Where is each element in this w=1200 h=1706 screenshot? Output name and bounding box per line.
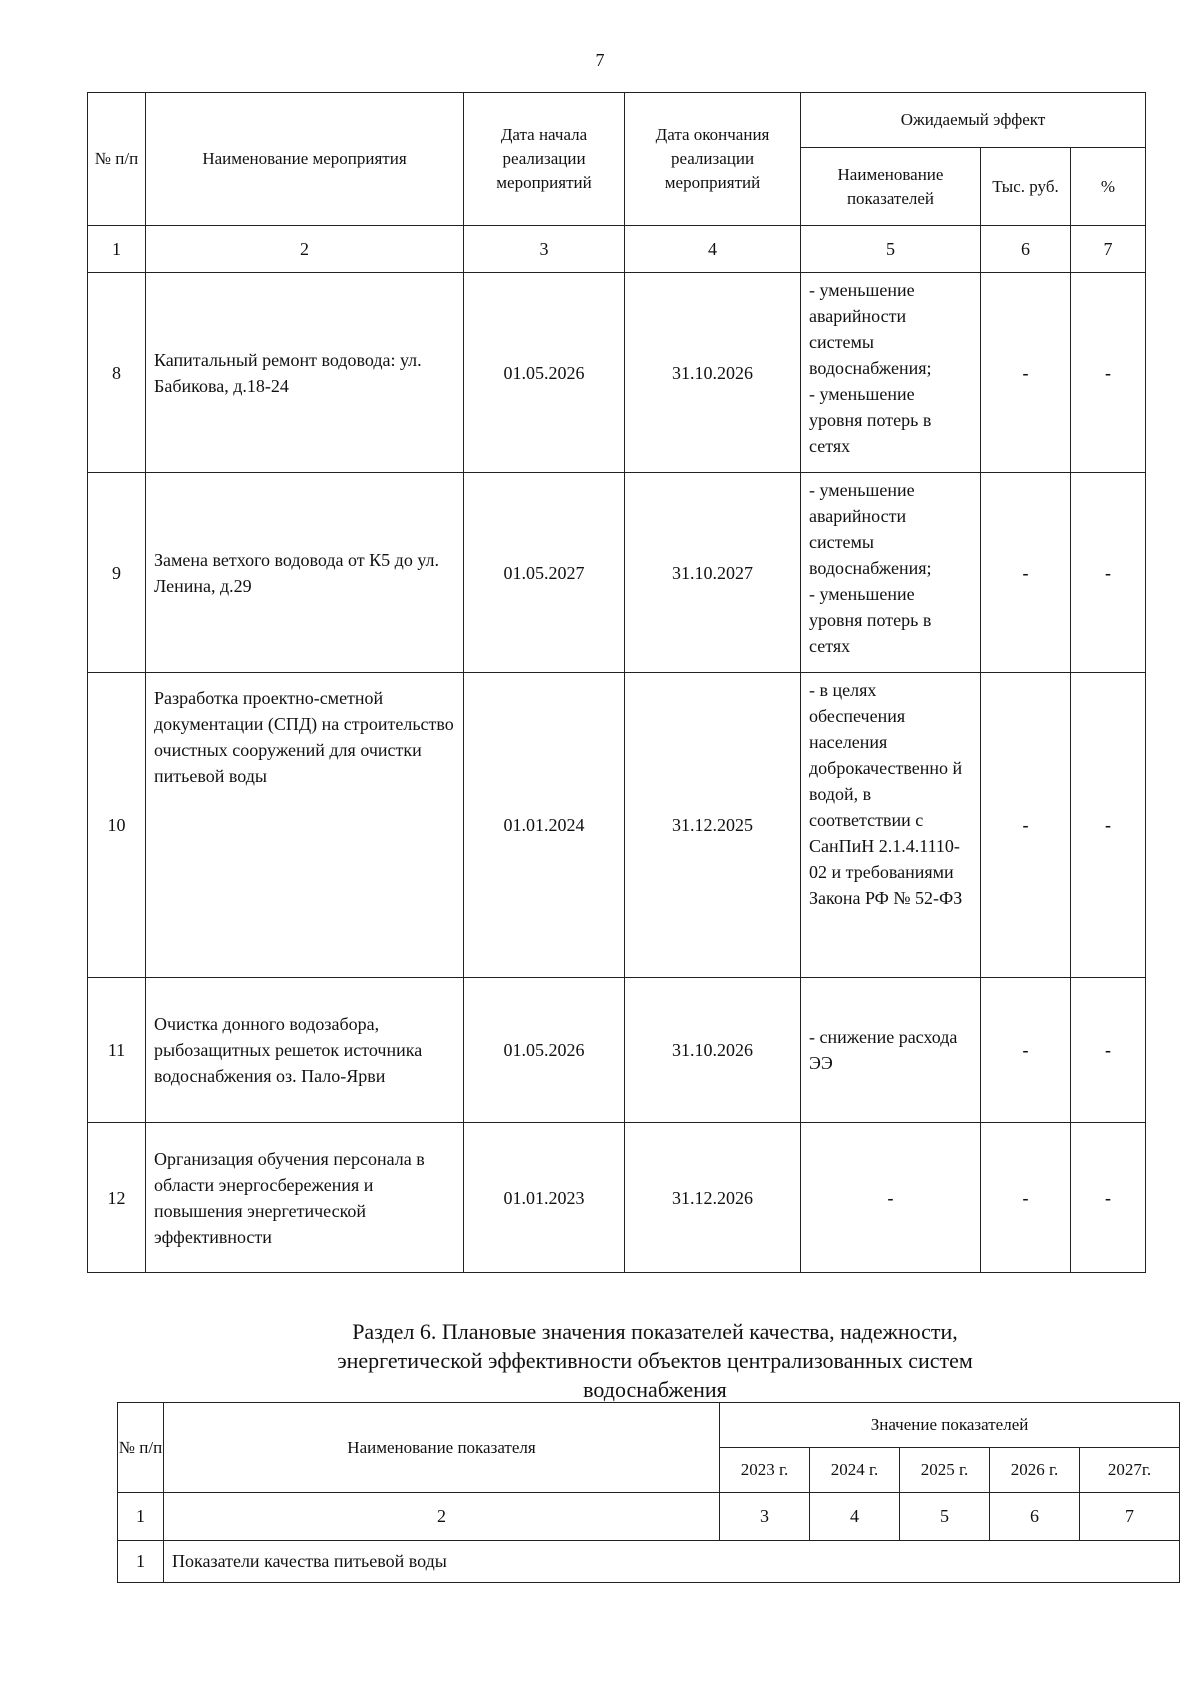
column-number: 4 xyxy=(810,1493,900,1541)
indicators-table xyxy=(117,1402,1180,1583)
percent-value: - xyxy=(1071,273,1146,473)
thousand-rub-value: - xyxy=(981,273,1071,473)
thousand-rub-value: - xyxy=(981,673,1071,978)
start-date: 01.05.2026 xyxy=(464,273,625,473)
header-year: 2025 г. xyxy=(900,1448,990,1493)
percent-value: - xyxy=(1071,978,1146,1123)
column-number: 1 xyxy=(88,226,146,273)
column-number: 5 xyxy=(801,226,981,273)
table-row xyxy=(88,1123,1146,1273)
percent-value: - xyxy=(1071,673,1146,978)
row-num: 8 xyxy=(88,273,146,473)
column-number: 2 xyxy=(146,226,464,273)
end-date: 31.12.2025 xyxy=(625,673,801,978)
header-indicator-name: Наименование показателей xyxy=(801,148,981,226)
column-number: 4 xyxy=(625,226,801,273)
expected-effect: - уменьшение аварийности системы водоснабжения; - уменьшение уровня потерь в сетях xyxy=(801,273,981,473)
column-number: 3 xyxy=(464,226,625,273)
thousand-rub-value: - xyxy=(981,1123,1071,1273)
thousand-rub-value: - xyxy=(981,978,1071,1123)
expected-effect: - в целях обеспечения населения доброкачественно й водой, в соответствии с СанПиН 2.1.4.1110-02 и требованиями Закона РФ № 52-ФЗ xyxy=(801,673,981,978)
section-title: Раздел 6. Плановые значения показателей качества, надежности, энергетической эффективности объектов централизованных систем водоснабжения xyxy=(337,1319,973,1402)
measure-name: Очистка донного водозабора, рыбозащитных решеток источника водоснабжения оз. Пало-Ярви xyxy=(146,978,464,1123)
header-num: № п/п xyxy=(118,1403,164,1493)
row-num: 12 xyxy=(88,1123,146,1273)
column-number: 7 xyxy=(1080,1493,1180,1541)
end-date: 31.10.2027 xyxy=(625,473,801,673)
table-row xyxy=(88,978,1146,1123)
header-start-date: Дата начала реализации мероприятий xyxy=(464,93,625,226)
thousand-rub-value: - xyxy=(981,473,1071,673)
start-date: 01.05.2026 xyxy=(464,978,625,1123)
measure-name: Организация обучения персонала в области энергосбережения и повышения энергетической эффективности xyxy=(146,1123,464,1273)
column-number: 2 xyxy=(164,1493,720,1541)
column-number: 5 xyxy=(900,1493,990,1541)
header-end-date: Дата окончания реализации мероприятий xyxy=(625,93,801,226)
row-num: 1 xyxy=(118,1541,164,1583)
expected-effect: - снижение расхода ЭЭ xyxy=(801,978,981,1123)
table-row xyxy=(88,273,1146,473)
start-date: 01.01.2024 xyxy=(464,673,625,978)
start-date: 01.05.2027 xyxy=(464,473,625,673)
header-num: № п/п xyxy=(88,93,146,226)
column-number: 6 xyxy=(981,226,1071,273)
measure-name: Замена ветхого водовода от К5 до ул. Ленина, д.29 xyxy=(146,473,464,673)
percent-value: - xyxy=(1071,473,1146,673)
column-number: 1 xyxy=(118,1493,164,1541)
end-date: 31.12.2026 xyxy=(625,1123,801,1273)
header-year: 2023 г. xyxy=(720,1448,810,1493)
header-year: 2024 г. xyxy=(810,1448,900,1493)
end-date: 31.10.2026 xyxy=(625,273,801,473)
expected-effect: - уменьшение аварийности системы водоснабжения; - уменьшение уровня потерь в сетях xyxy=(801,473,981,673)
expected-effect: - xyxy=(801,1123,981,1273)
row-num: 11 xyxy=(88,978,146,1123)
header-percent: % xyxy=(1071,148,1146,226)
column-number: 3 xyxy=(720,1493,810,1541)
measure-name: Капитальный ремонт водовода: ул. Бабикова, д.18-24 xyxy=(146,273,464,473)
column-number: 6 xyxy=(990,1493,1080,1541)
table-row xyxy=(88,673,1146,978)
percent-value: - xyxy=(1071,1123,1146,1273)
header-measure-name: Наименование мероприятия xyxy=(146,93,464,226)
end-date: 31.10.2026 xyxy=(625,978,801,1123)
header-thousand-rub: Тыс. руб. xyxy=(981,148,1071,226)
table-row xyxy=(88,473,1146,673)
measures-table xyxy=(87,92,1146,1273)
column-number: 7 xyxy=(1071,226,1146,273)
indicator-group-name: Показатели качества питьевой воды xyxy=(164,1541,1180,1583)
start-date: 01.01.2023 xyxy=(464,1123,625,1273)
header-expected-effect: Ожидаемый эффект xyxy=(801,93,1146,148)
measure-name: Разработка проектно-сметной документации (СПД) на строительство очистных сооружений для очистки питьевой воды xyxy=(146,673,464,978)
header-indicator-values: Значение показателей xyxy=(720,1403,1180,1448)
table-row xyxy=(118,1541,1180,1583)
header-year: 2027г. xyxy=(1080,1448,1180,1493)
page-number: 7 xyxy=(595,50,605,70)
header-indicator-name: Наименование показателя xyxy=(164,1403,720,1493)
row-num: 10 xyxy=(88,673,146,978)
header-year: 2026 г. xyxy=(990,1448,1080,1493)
row-num: 9 xyxy=(88,473,146,673)
